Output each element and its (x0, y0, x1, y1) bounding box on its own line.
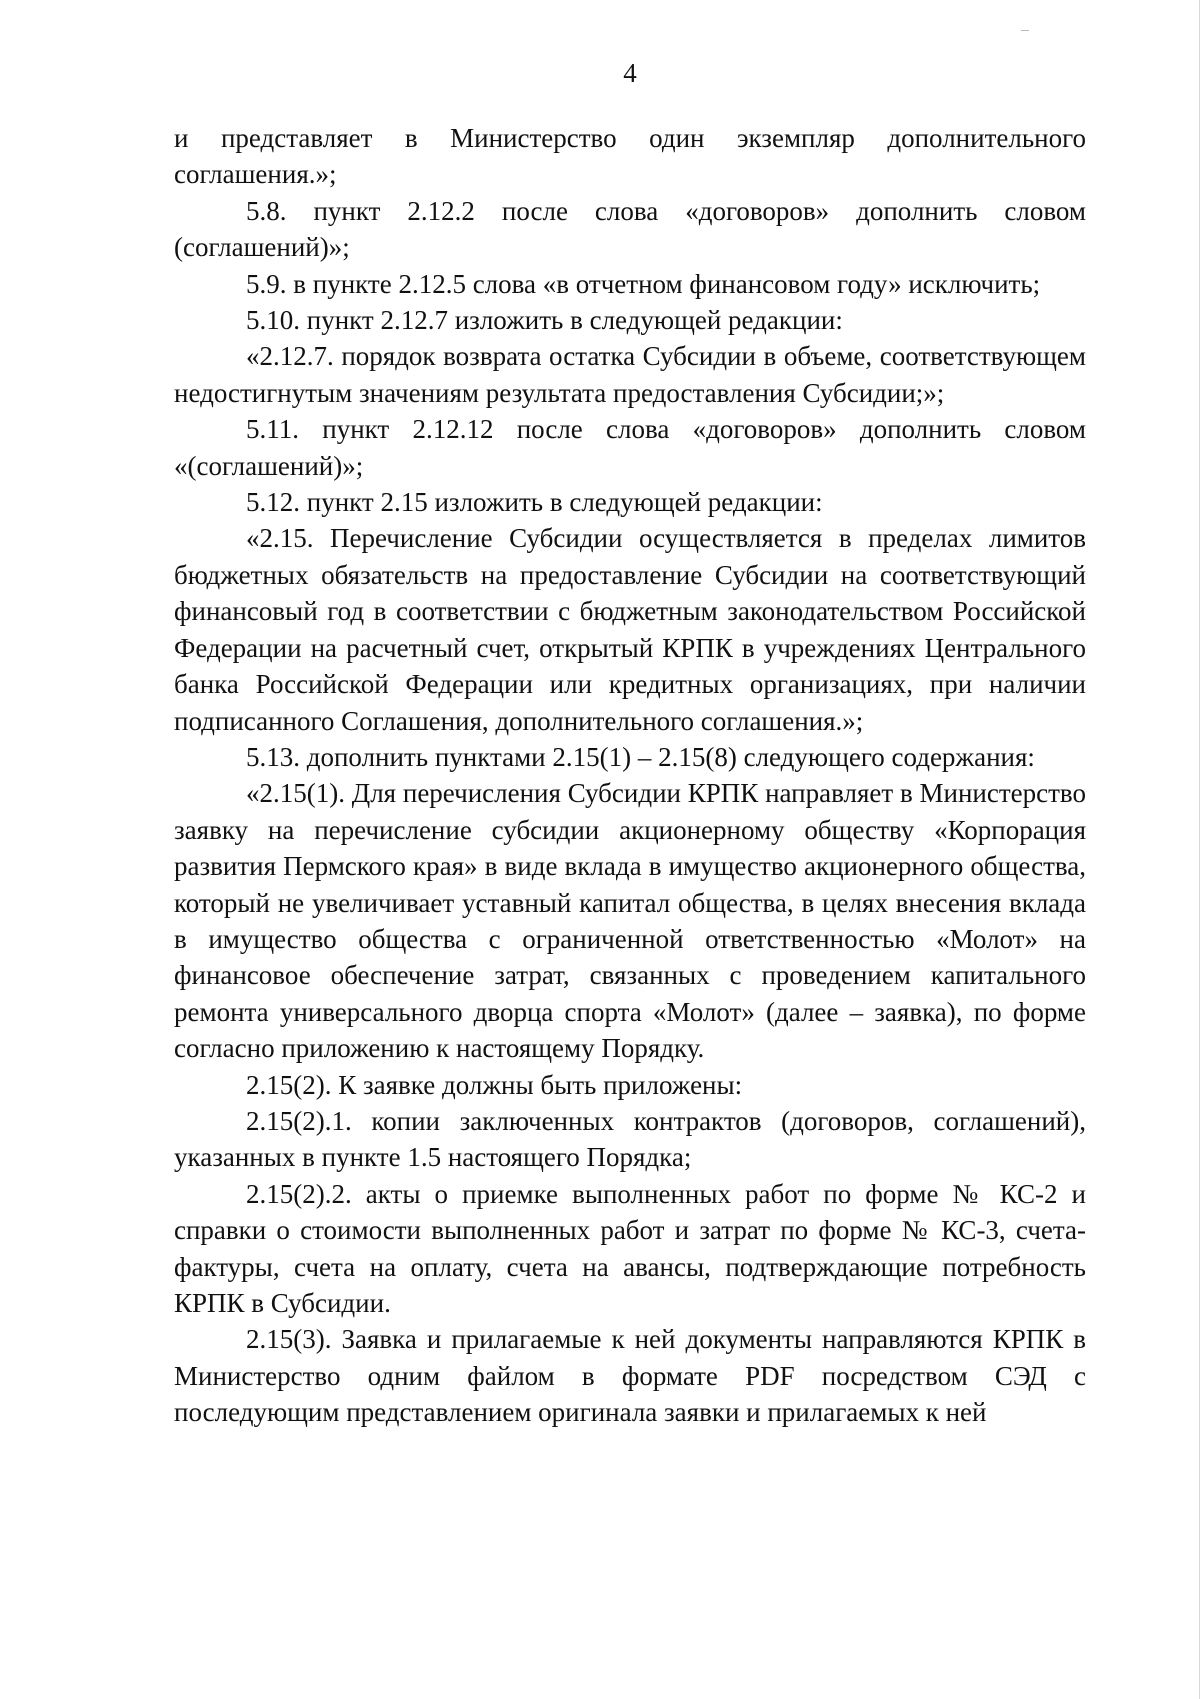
page-number: 4 (623, 58, 637, 88)
paragraph: и представляет в Министерство один экземпляр дополнительного соглашения.»; (174, 123, 1086, 190)
paragraph: «2.15(1). Для перечисления Субсидии КРПК направляет в Министерство заявку на перечисление субсидии акционерному обществу «Корпорация развития Пермского края» в виде вклада в имущество акционерного общества, который не увеличивает уставный капитал общества, в целях внесения вклада в имущество общества с ограниченной ответственностью «Молот» на финансовое обеспечение затрат, связанных с проведением капитального ремонта универсального дворца спорта «Молот» (далее – заявка), по форме согласно приложению к настоящему Порядку. (174, 778, 1086, 1064)
paragraph: 5.11. пункт 2.12.12 после слова «договоров» дополнить словом «(соглашений)»; (174, 414, 1086, 481)
paragraph: 5.9. в пункте 2.12.5 слова «в отчетном финансовом году» исключить; (246, 268, 1041, 299)
paragraph: 2.15(2).1. копии заключенных контрактов (договоров, соглашений), указанных в пункте 1.5 настоящего Порядка; (174, 1105, 1086, 1173)
paragraph: «2.12.7. порядок возврата остатка Субсидии в объеме, соответствующем недостигнутым значениям результата предоставления Субсидии;»; (174, 341, 1086, 408)
scan-mark (1021, 30, 1029, 31)
document-body (174, 120, 1086, 1431)
paragraph: 5.12. пункт 2.15 изложить в следующей редакции: (246, 487, 823, 518)
paragraph: 5.8. пункт 2.12.2 после слова «договоров» дополнить словом (соглашений)»; (174, 195, 1086, 263)
paragraph: 2.15(2). К заявке должны быть приложены: (246, 1069, 743, 1100)
paragraph: 5.13. дополнить пунктами 2.15(1) – 2.15(8) следующего содержания: (246, 741, 1035, 772)
paragraph: 2.15(3). Заявка и прилагаемые к ней документы направляются КРПК в Министерство одним файлом в формате PDF посредством СЭД с последующим представлением оригинала заявки и прилагаемых к ней (174, 1324, 1086, 1428)
paragraph: «2.15. Перечисление Субсидии осуществляется в пределах лимитов бюджетных обязательств на предоставление Субсидии на соответствующий финансовый год в соответствии с бюджетным законодательством Российской Федерации на расчетный счет, открытый КРПК в учреждениях Центрального банка Российской Федерации или кредитных организациях, при наличии подписанного Соглашения, дополнительного соглашения.»; (174, 523, 1086, 736)
paragraph: 5.10. пункт 2.12.7 изложить в следующей редакции: (246, 305, 843, 336)
paragraph: 2.15(2).2. акты о приемке выполненных работ по форме № КС-2 и справки о стоимости выполненных работ и затрат по форме № КС-3, счета-фактуры, счета на оплату, счета на авансы, подтверждающие потребность КРПК в Субсидии. (174, 1178, 1086, 1318)
